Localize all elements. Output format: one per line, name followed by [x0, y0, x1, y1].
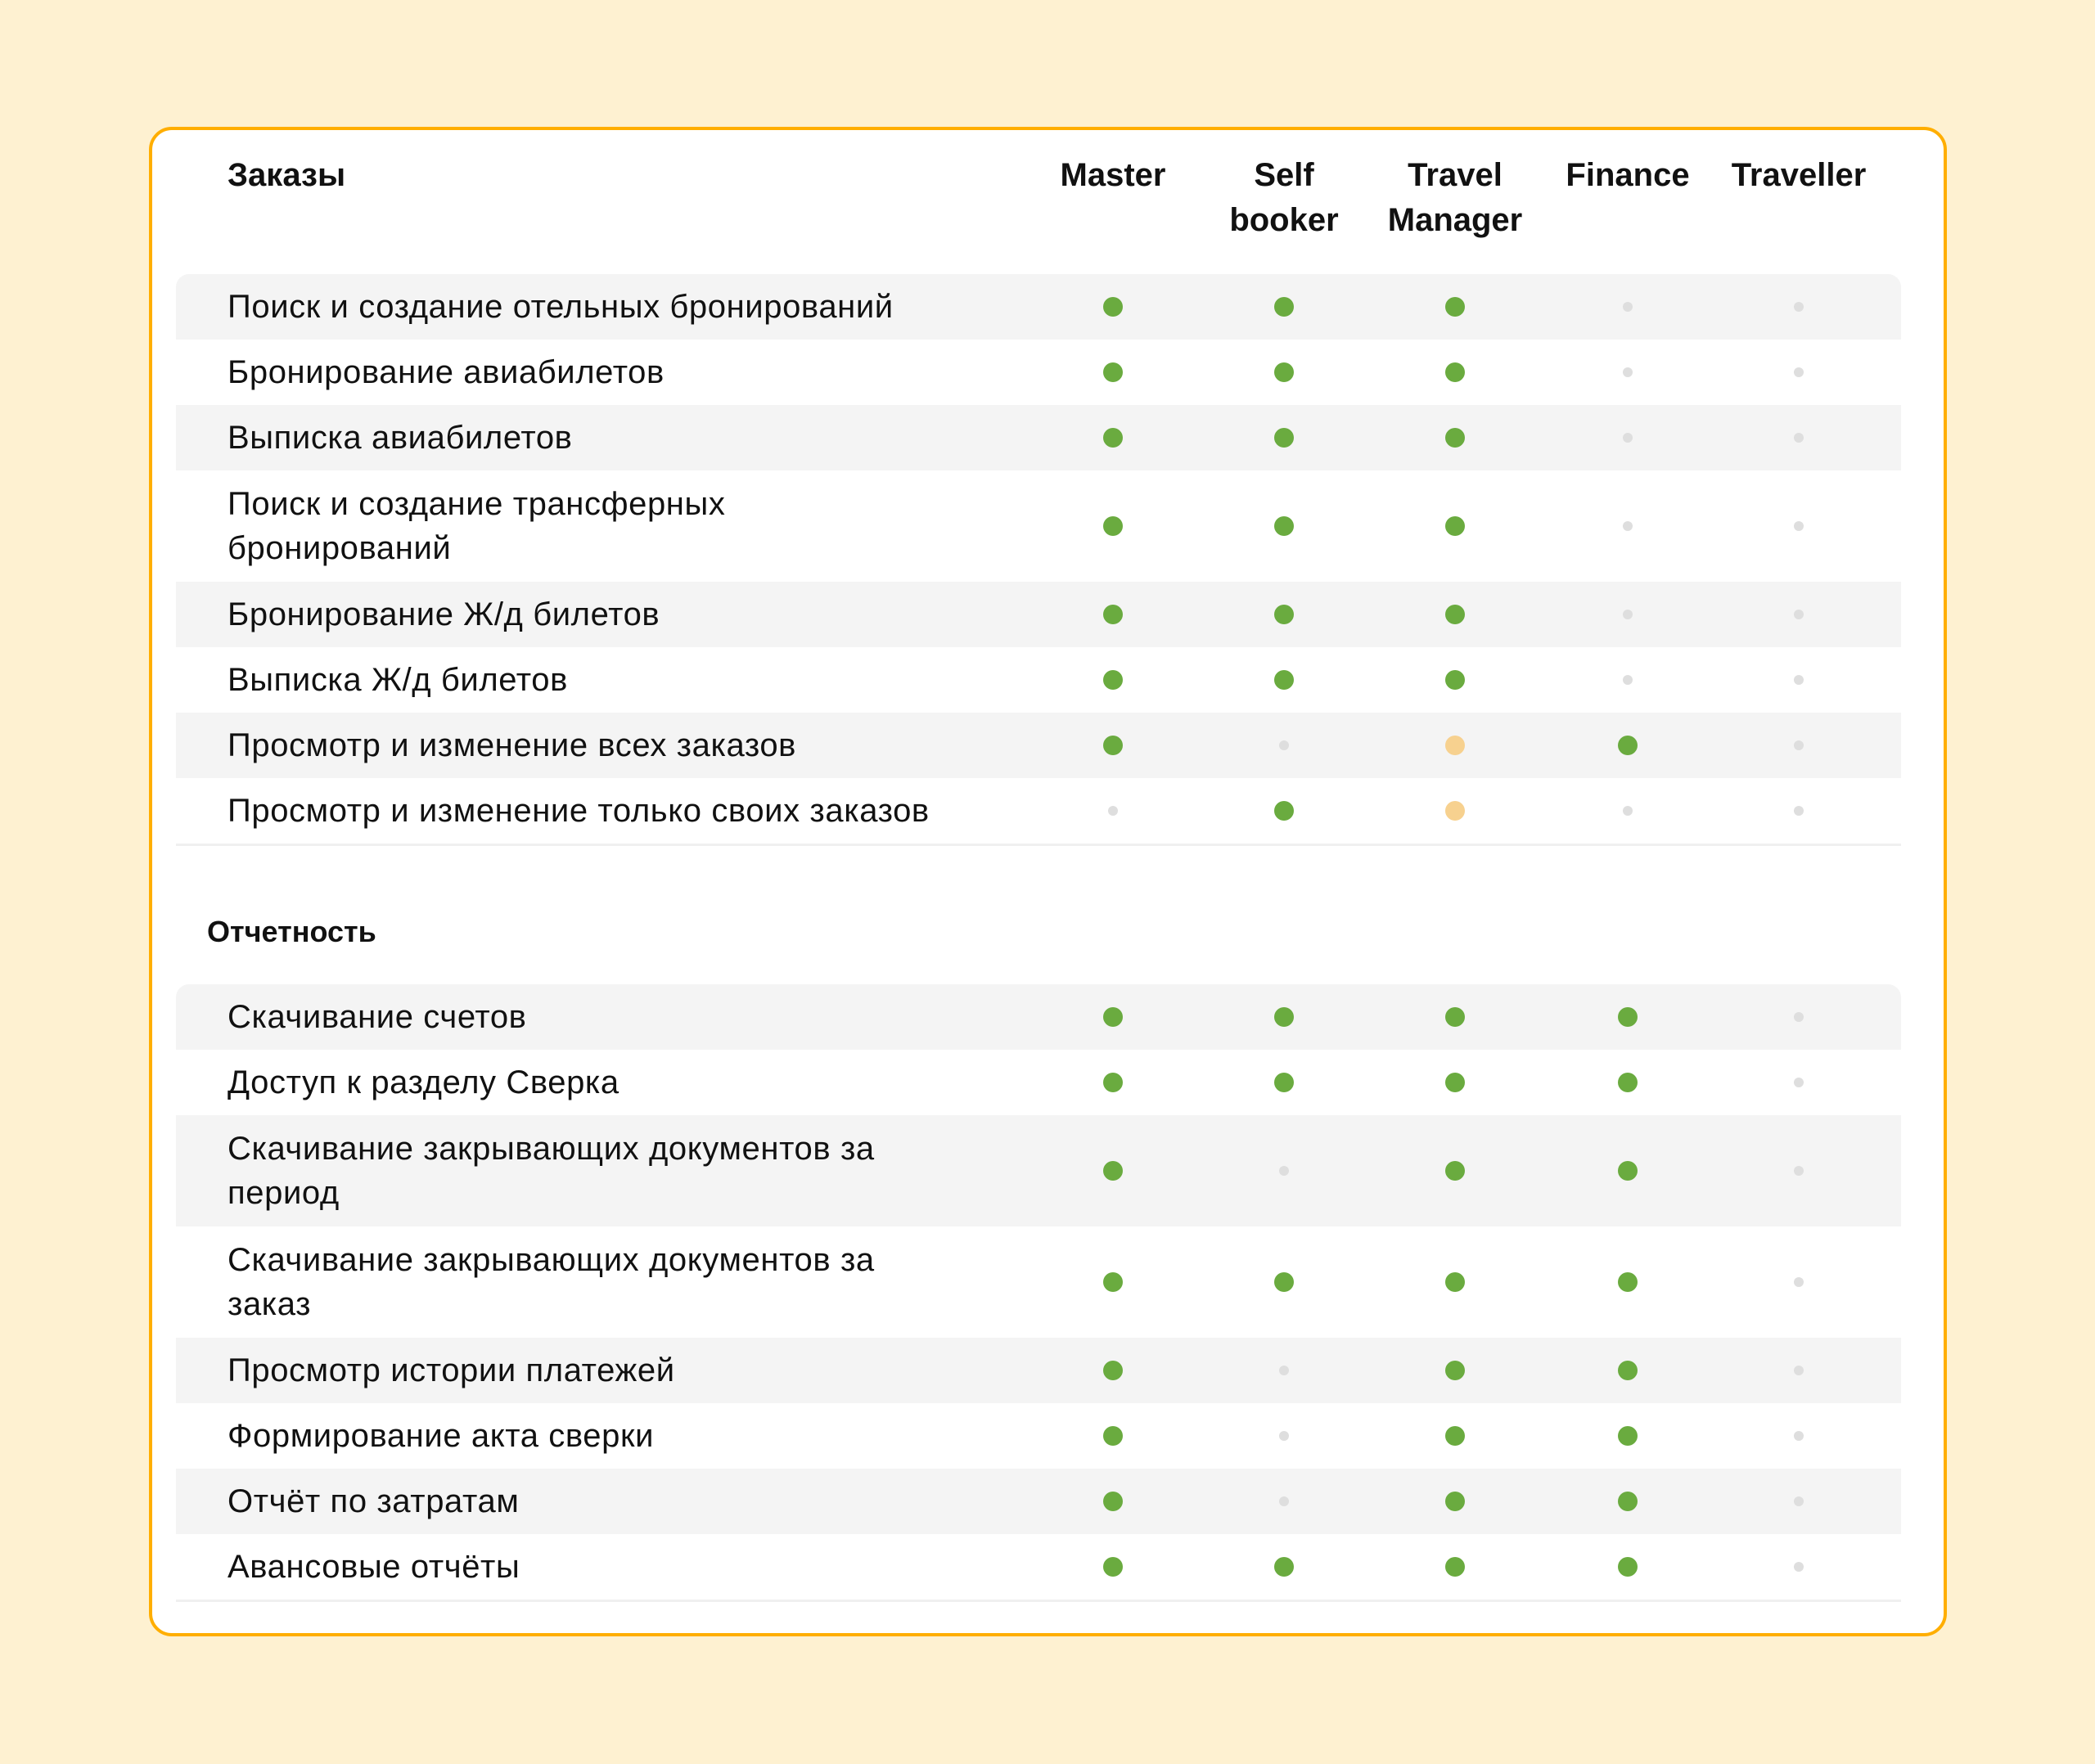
- permission-label: Поиск и создание отельных бронирований: [228, 289, 894, 325]
- access-yes-dot-icon-self-booker: [1274, 516, 1294, 536]
- access-yes-dot-icon-travel-manager: [1445, 1426, 1465, 1446]
- access-no-dot-icon-traveller: [1794, 1012, 1804, 1022]
- access-no-dot-icon-traveller: [1794, 1277, 1804, 1287]
- access-yes-dot-icon-travel-manager: [1445, 297, 1465, 317]
- column-header-master: Master: [1060, 157, 1166, 193]
- access-yes-dot-icon-travel-manager: [1445, 1272, 1465, 1292]
- column-header-traveller: Traveller: [1731, 157, 1867, 193]
- access-yes-dot-icon-master: [1103, 670, 1123, 690]
- access-yes-dot-icon-finance: [1618, 1007, 1638, 1027]
- access-no-dot-icon-traveller: [1794, 1078, 1804, 1087]
- access-yes-dot-icon-self-booker: [1274, 801, 1294, 821]
- access-partial-dot-icon-travel-manager: [1445, 801, 1465, 821]
- access-yes-dot-icon-finance: [1618, 1557, 1638, 1577]
- access-no-dot-icon-traveller: [1794, 1496, 1804, 1506]
- access-no-dot-icon-finance: [1623, 610, 1633, 619]
- permission-label: Выписка Ж/д билетов: [228, 662, 568, 698]
- access-yes-dot-icon-self-booker: [1274, 670, 1294, 690]
- access-yes-dot-icon-master: [1103, 1007, 1123, 1027]
- permissions-card: [149, 127, 1947, 1636]
- access-yes-dot-icon-self-booker: [1274, 1272, 1294, 1292]
- permission-row: [176, 1534, 1901, 1600]
- access-no-dot-icon-finance: [1623, 302, 1633, 312]
- column-header-self-booker: Self booker: [1229, 157, 1339, 238]
- access-partial-dot-icon-travel-manager: [1445, 736, 1465, 755]
- access-yes-dot-icon-master: [1103, 297, 1123, 317]
- permission-label: Поиск и создание трансферных бронирований: [228, 486, 726, 566]
- access-yes-dot-icon-master: [1103, 362, 1123, 382]
- column-header-finance: Finance: [1566, 157, 1690, 193]
- access-yes-dot-icon-master: [1103, 1557, 1123, 1577]
- access-no-dot-icon-traveller: [1794, 740, 1804, 750]
- access-yes-dot-icon-travel-manager: [1445, 1007, 1465, 1027]
- access-yes-dot-icon-master: [1103, 1492, 1123, 1511]
- access-yes-dot-icon-master: [1103, 428, 1123, 448]
- access-no-dot-icon-self-booker: [1279, 1496, 1289, 1506]
- access-yes-dot-icon-travel-manager: [1445, 670, 1465, 690]
- access-yes-dot-icon-master: [1103, 605, 1123, 624]
- access-yes-dot-icon-finance: [1618, 1492, 1638, 1511]
- access-no-dot-icon-self-booker: [1279, 1431, 1289, 1441]
- permission-label: Просмотр и изменение всех заказов: [228, 727, 797, 763]
- access-yes-dot-icon-finance: [1618, 1272, 1638, 1292]
- access-yes-dot-icon-master: [1103, 1426, 1123, 1446]
- access-no-dot-icon-traveller: [1794, 806, 1804, 816]
- reports-table: [176, 984, 1901, 1602]
- permission-row: [176, 470, 1901, 582]
- access-no-dot-icon-self-booker: [1279, 740, 1289, 750]
- access-no-dot-icon-finance: [1623, 521, 1633, 531]
- permission-label: Бронирование авиабилетов: [228, 354, 665, 390]
- section-title-reports: Отчетность: [207, 915, 376, 948]
- access-yes-dot-icon-self-booker: [1274, 362, 1294, 382]
- access-no-dot-icon-finance: [1623, 367, 1633, 377]
- orders-table: [176, 274, 1901, 846]
- permission-row: [176, 405, 1901, 470]
- column-header-travel-manager: Travel Manager: [1387, 157, 1523, 238]
- permission-row: [176, 274, 1901, 340]
- access-yes-dot-icon-travel-manager: [1445, 605, 1465, 624]
- section-title-orders: Заказы: [228, 157, 346, 193]
- access-yes-dot-icon-master: [1103, 736, 1123, 755]
- access-no-dot-icon-self-booker: [1279, 1166, 1289, 1176]
- access-yes-dot-icon-travel-manager: [1445, 1492, 1465, 1511]
- permission-label: Авансовые отчёты: [228, 1549, 520, 1585]
- access-no-dot-icon-finance: [1623, 675, 1633, 685]
- access-yes-dot-icon-travel-manager: [1445, 428, 1465, 448]
- permission-row: [176, 647, 1901, 713]
- permission-row: [176, 1115, 1901, 1226]
- permission-row: [176, 1226, 1901, 1338]
- access-no-dot-icon-finance: [1623, 806, 1633, 816]
- access-no-dot-icon-traveller: [1794, 1431, 1804, 1441]
- permission-row: [176, 778, 1901, 844]
- access-no-dot-icon-master: [1108, 806, 1118, 816]
- permission-label: Просмотр истории платежей: [228, 1352, 675, 1388]
- access-yes-dot-icon-travel-manager: [1445, 516, 1465, 536]
- permission-row: [176, 1338, 1901, 1403]
- access-yes-dot-icon-finance: [1618, 1361, 1638, 1380]
- access-yes-dot-icon-self-booker: [1274, 1073, 1294, 1092]
- access-yes-dot-icon-travel-manager: [1445, 1161, 1465, 1181]
- access-no-dot-icon-traveller: [1794, 367, 1804, 377]
- access-yes-dot-icon-master: [1103, 1361, 1123, 1380]
- access-no-dot-icon-finance: [1623, 433, 1633, 443]
- permission-row: [176, 984, 1901, 1050]
- access-yes-dot-icon-master: [1103, 516, 1123, 536]
- permission-label: Отчёт по затратам: [228, 1483, 520, 1519]
- access-no-dot-icon-self-booker: [1279, 1366, 1289, 1375]
- access-yes-dot-icon-finance: [1618, 1161, 1638, 1181]
- access-yes-dot-icon-finance: [1618, 1073, 1638, 1092]
- permission-label: Доступ к разделу Сверка: [228, 1064, 619, 1100]
- permission-row: [176, 713, 1901, 778]
- permission-label: Скачивание счетов: [228, 999, 527, 1035]
- permission-label: Выписка авиабилетов: [228, 420, 573, 456]
- access-yes-dot-icon-master: [1103, 1073, 1123, 1092]
- access-yes-dot-icon-self-booker: [1274, 1557, 1294, 1577]
- access-no-dot-icon-traveller: [1794, 1366, 1804, 1375]
- permission-label: Бронирование Ж/д билетов: [228, 596, 660, 632]
- access-no-dot-icon-traveller: [1794, 610, 1804, 619]
- permission-label: Скачивание закрывающих документов за период: [228, 1131, 875, 1211]
- permission-label: Скачивание закрывающих документов за заказ: [228, 1242, 875, 1322]
- access-yes-dot-icon-master: [1103, 1272, 1123, 1292]
- access-yes-dot-icon-travel-manager: [1445, 362, 1465, 382]
- access-yes-dot-icon-finance: [1618, 1426, 1638, 1446]
- permission-row: [176, 1403, 1901, 1469]
- access-yes-dot-icon-master: [1103, 1161, 1123, 1181]
- permission-label: Формирование акта сверки: [228, 1418, 655, 1454]
- access-no-dot-icon-traveller: [1794, 1562, 1804, 1572]
- access-yes-dot-icon-self-booker: [1274, 605, 1294, 624]
- permission-row: [176, 1050, 1901, 1115]
- access-yes-dot-icon-travel-manager: [1445, 1073, 1465, 1092]
- access-no-dot-icon-traveller: [1794, 302, 1804, 312]
- access-no-dot-icon-traveller: [1794, 1166, 1804, 1176]
- access-no-dot-icon-traveller: [1794, 433, 1804, 443]
- table-divider: [176, 844, 1901, 846]
- permission-label: Просмотр и изменение только своих заказов: [228, 793, 930, 829]
- access-yes-dot-icon-travel-manager: [1445, 1361, 1465, 1380]
- permission-row: [176, 1469, 1901, 1534]
- permission-row: [176, 582, 1901, 647]
- access-no-dot-icon-traveller: [1794, 675, 1804, 685]
- access-yes-dot-icon-finance: [1618, 736, 1638, 755]
- access-yes-dot-icon-self-booker: [1274, 1007, 1294, 1027]
- access-no-dot-icon-traveller: [1794, 521, 1804, 531]
- access-yes-dot-icon-travel-manager: [1445, 1557, 1465, 1577]
- permission-row: [176, 340, 1901, 405]
- table-divider: [176, 1600, 1901, 1602]
- access-yes-dot-icon-self-booker: [1274, 428, 1294, 448]
- access-yes-dot-icon-self-booker: [1274, 297, 1294, 317]
